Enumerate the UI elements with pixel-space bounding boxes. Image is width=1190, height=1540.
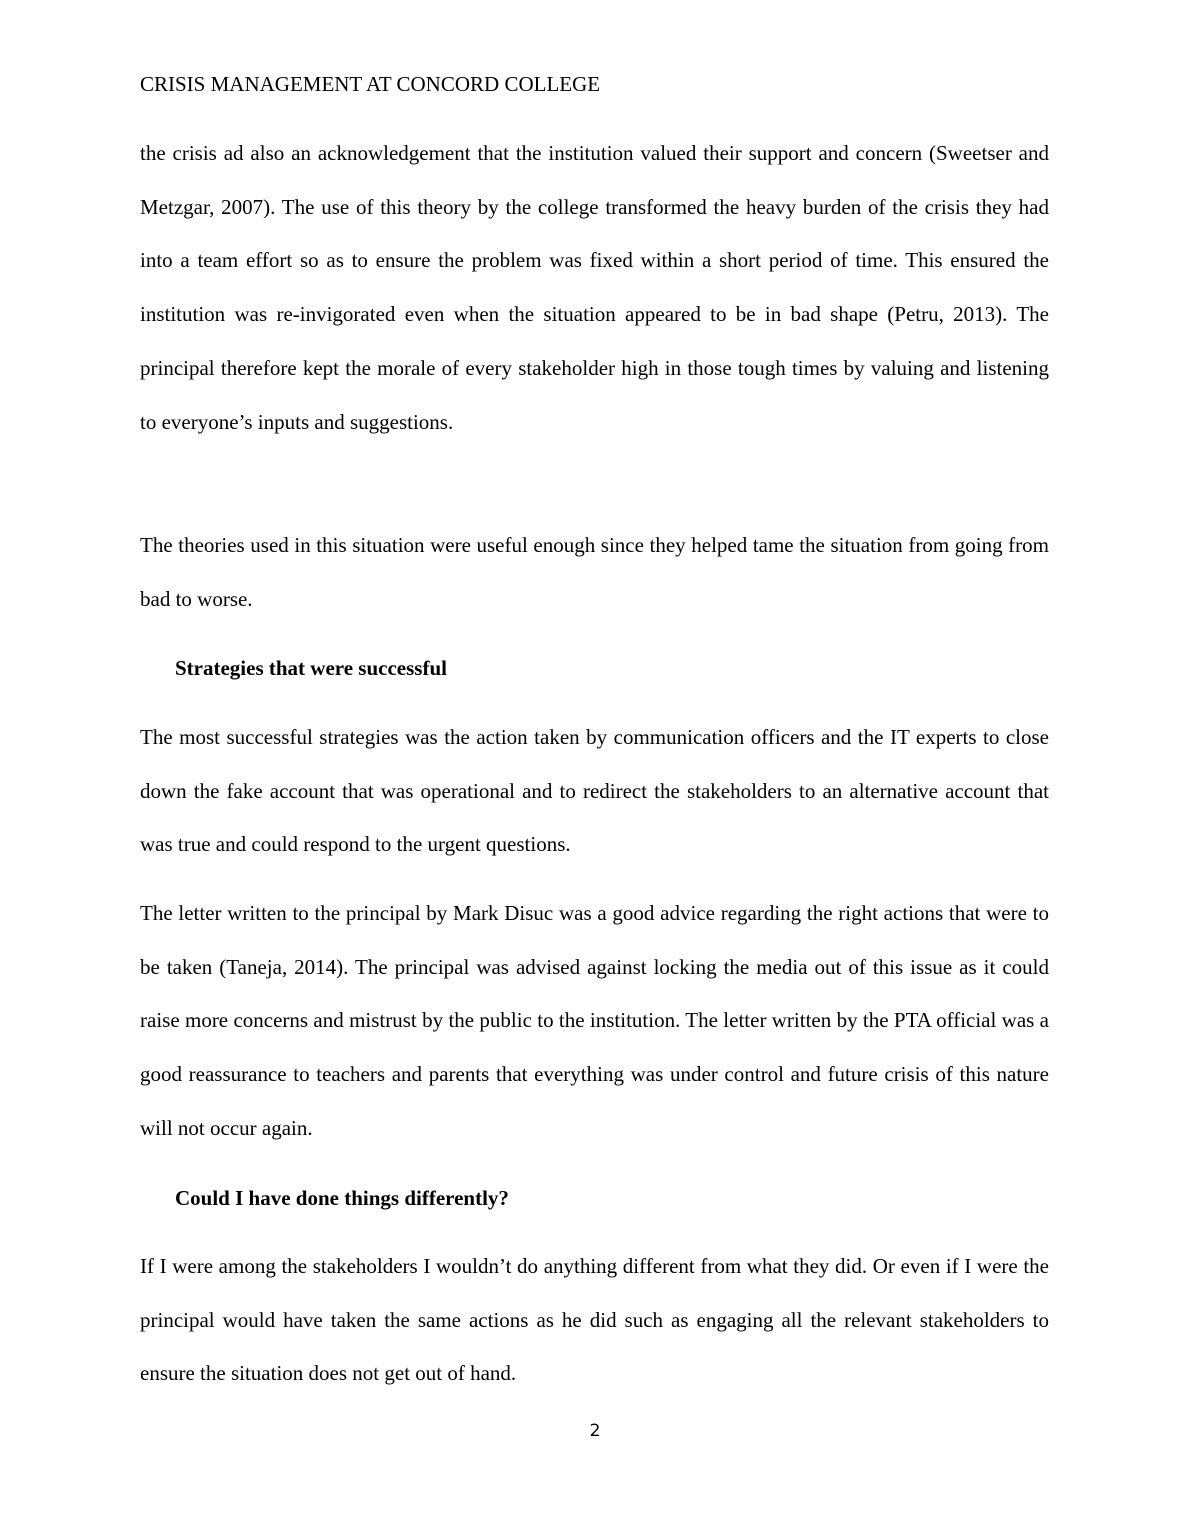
heading-done-differently: Could I have done things differently? [175, 1186, 509, 1210]
page-number: 2 [589, 1421, 601, 1441]
running-head: CRISIS MANAGEMENT AT CONCORD COLLEGE [140, 72, 601, 96]
paragraph-theories-useful: The theories used in this situation were useful enough since they helped tame the situation from going from bad to worse. [140, 533, 1049, 611]
paragraph-letter-advice: The letter written to the principal by Mark Disuc was a good advice regarding the right actions that were to be taken (Taneja, 2014). The principal was advised against locking the media out of this issue as it could raise more concerns and mistrust by the public to the institution. The letter written by the PTA official was a good reassurance to teachers and parents that everything was under control and future crisis of this nature will not occur again. [140, 901, 1049, 1140]
paragraph-stakeholders-choice: If I were among the stakeholders I wouldn’t do anything different from what they did. Or even if I were the principal would have taken the same actions as he did such as engaging all the relevant stakeholders to ensure the situation does not get out of hand. [140, 1254, 1049, 1386]
heading-strategies-successful: Strategies that were successful [175, 656, 447, 680]
paragraph-successful-strategies: The most successful strategies was the action taken by communication officers and the IT experts to close down the fake account that was operational and to redirect the stakeholders to an alternative account that was true and could respond to the urgent questions. [140, 725, 1049, 857]
paragraph-theory-acknowledgement: the crisis ad also an acknowledgement that the institution valued their support and concern (Sweetser and Metzgar, 2007). The use of this theory by the college transformed the heavy burden of the crisis they had into a team effort so as to ensure the problem was fixed within a short period of time. This ensured the institution was re-invigorated even when the situation appeared to be in bad shape (Petru, 2013). The principal therefore kept the morale of every stakeholder high in those tough times by valuing and listening to everyone’s inputs and suggestions. [140, 141, 1049, 434]
